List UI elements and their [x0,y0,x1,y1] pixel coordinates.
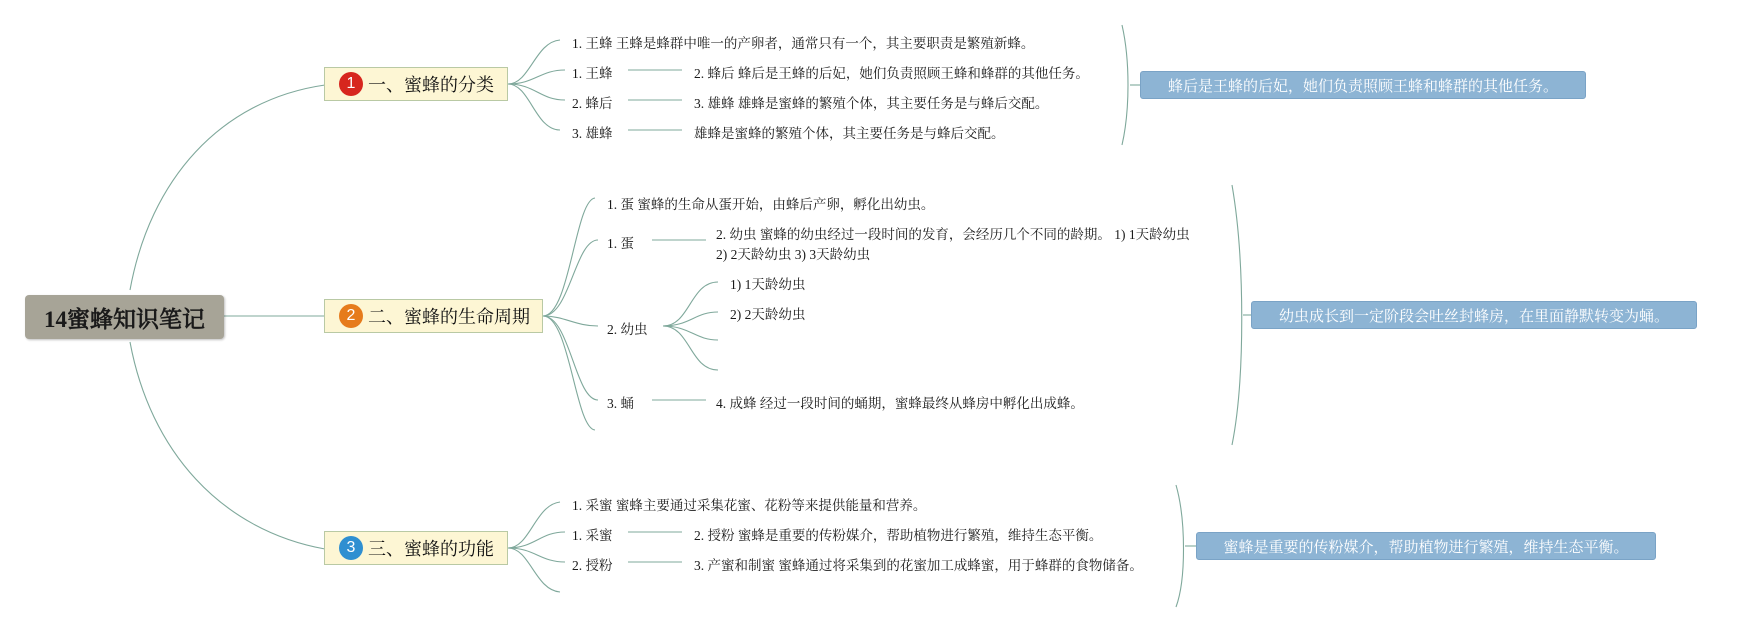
topic-text[interactable]: 2) 2天龄幼虫 3) 3天龄幼虫 [716,247,871,262]
root-topic[interactable] [25,295,224,339]
topic-text[interactable]: 3. 雄蜂 [572,126,613,141]
summary-note[interactable]: 蜂后是王蜂的后妃，她们负责照顾王蜂和蜂群的其他任务。 [1140,71,1586,99]
summary-note[interactable]: 蜜蜂是重要的传粉媒介，帮助植物进行繁殖，维持生态平衡。 [1196,532,1656,560]
root-topic-label: 14蜜蜂知识笔记 [44,306,205,332]
topic-text[interactable]: 2. 蜂后 [572,96,613,111]
topic-text[interactable]: 1) 1天龄幼虫 [730,277,806,292]
topic-text[interactable]: 1. 王蜂 王蜂是蜂群中唯一的产卵者，通常只有一个，其主要职责是繁殖新蜂。 [572,36,1035,51]
branch-title: 二、蜜蜂的生命周期 [368,307,530,327]
topic-text[interactable]: 1. 采蜜 [572,528,613,543]
topic-text[interactable]: 2) 2天龄幼虫 [730,307,806,322]
topic-text[interactable]: 2. 授粉 [572,558,613,573]
number-badge-3: 3 [339,536,363,560]
topic-text[interactable]: 2. 幼虫 [607,322,648,337]
number-badge-1: 1 [339,72,363,96]
topic-text[interactable]: 3. 蛹 [607,396,634,411]
summary-note[interactable]: 幼虫成长到一定阶段会吐丝封蜂房，在里面静默转变为蛹。 [1251,301,1697,329]
topic-text[interactable]: 2. 授粉 蜜蜂是重要的传粉媒介，帮助植物进行繁殖，维持生态平衡。 [694,528,1103,543]
topic-text[interactable]: 3. 雄蜂 雄蜂是蜜蜂的繁殖个体，其主要任务是与蜂后交配。 [694,96,1049,111]
topic-text[interactable]: 1. 蛋 蜜蜂的生命从蛋开始，由蜂后产卵，孵化出幼虫。 [607,197,935,212]
topic-text[interactable]: 1. 王蜂 [572,66,613,81]
branch-title: 一、蜜蜂的分类 [368,75,494,95]
topic-text[interactable]: 雄蜂是蜜蜂的繁殖个体，其主要任务是与蜂后交配。 [694,126,1005,141]
branch-life-cycle[interactable] [324,299,543,333]
branch-functions[interactable] [324,531,508,565]
branch-title: 三、蜜蜂的功能 [368,539,494,559]
topic-text[interactable]: 3. 产蜜和制蜜 蜜蜂通过将采集到的花蜜加工成蜂蜜，用于蜂群的食物储备。 [694,558,1143,573]
branch-classification[interactable] [324,67,508,101]
topic-text[interactable]: 2. 幼虫 蜜蜂的幼虫经过一段时间的发育，会经历几个不同的龄期。 1) 1天龄幼虫 [716,227,1190,242]
topic-text[interactable]: 1. 蛋 [607,236,634,251]
topic-text[interactable]: 4. 成蜂 经过一段时间的蛹期，蜜蜂最终从蜂房中孵化出成蜂。 [716,396,1084,411]
number-badge-2: 2 [339,304,363,328]
topic-text[interactable]: 1. 采蜜 蜜蜂主要通过采集花蜜、花粉等来提供能量和营养。 [572,498,927,513]
topic-text[interactable]: 2. 蜂后 蜂后是王蜂的后妃，她们负责照顾王蜂和蜂群的其他任务。 [694,66,1089,81]
